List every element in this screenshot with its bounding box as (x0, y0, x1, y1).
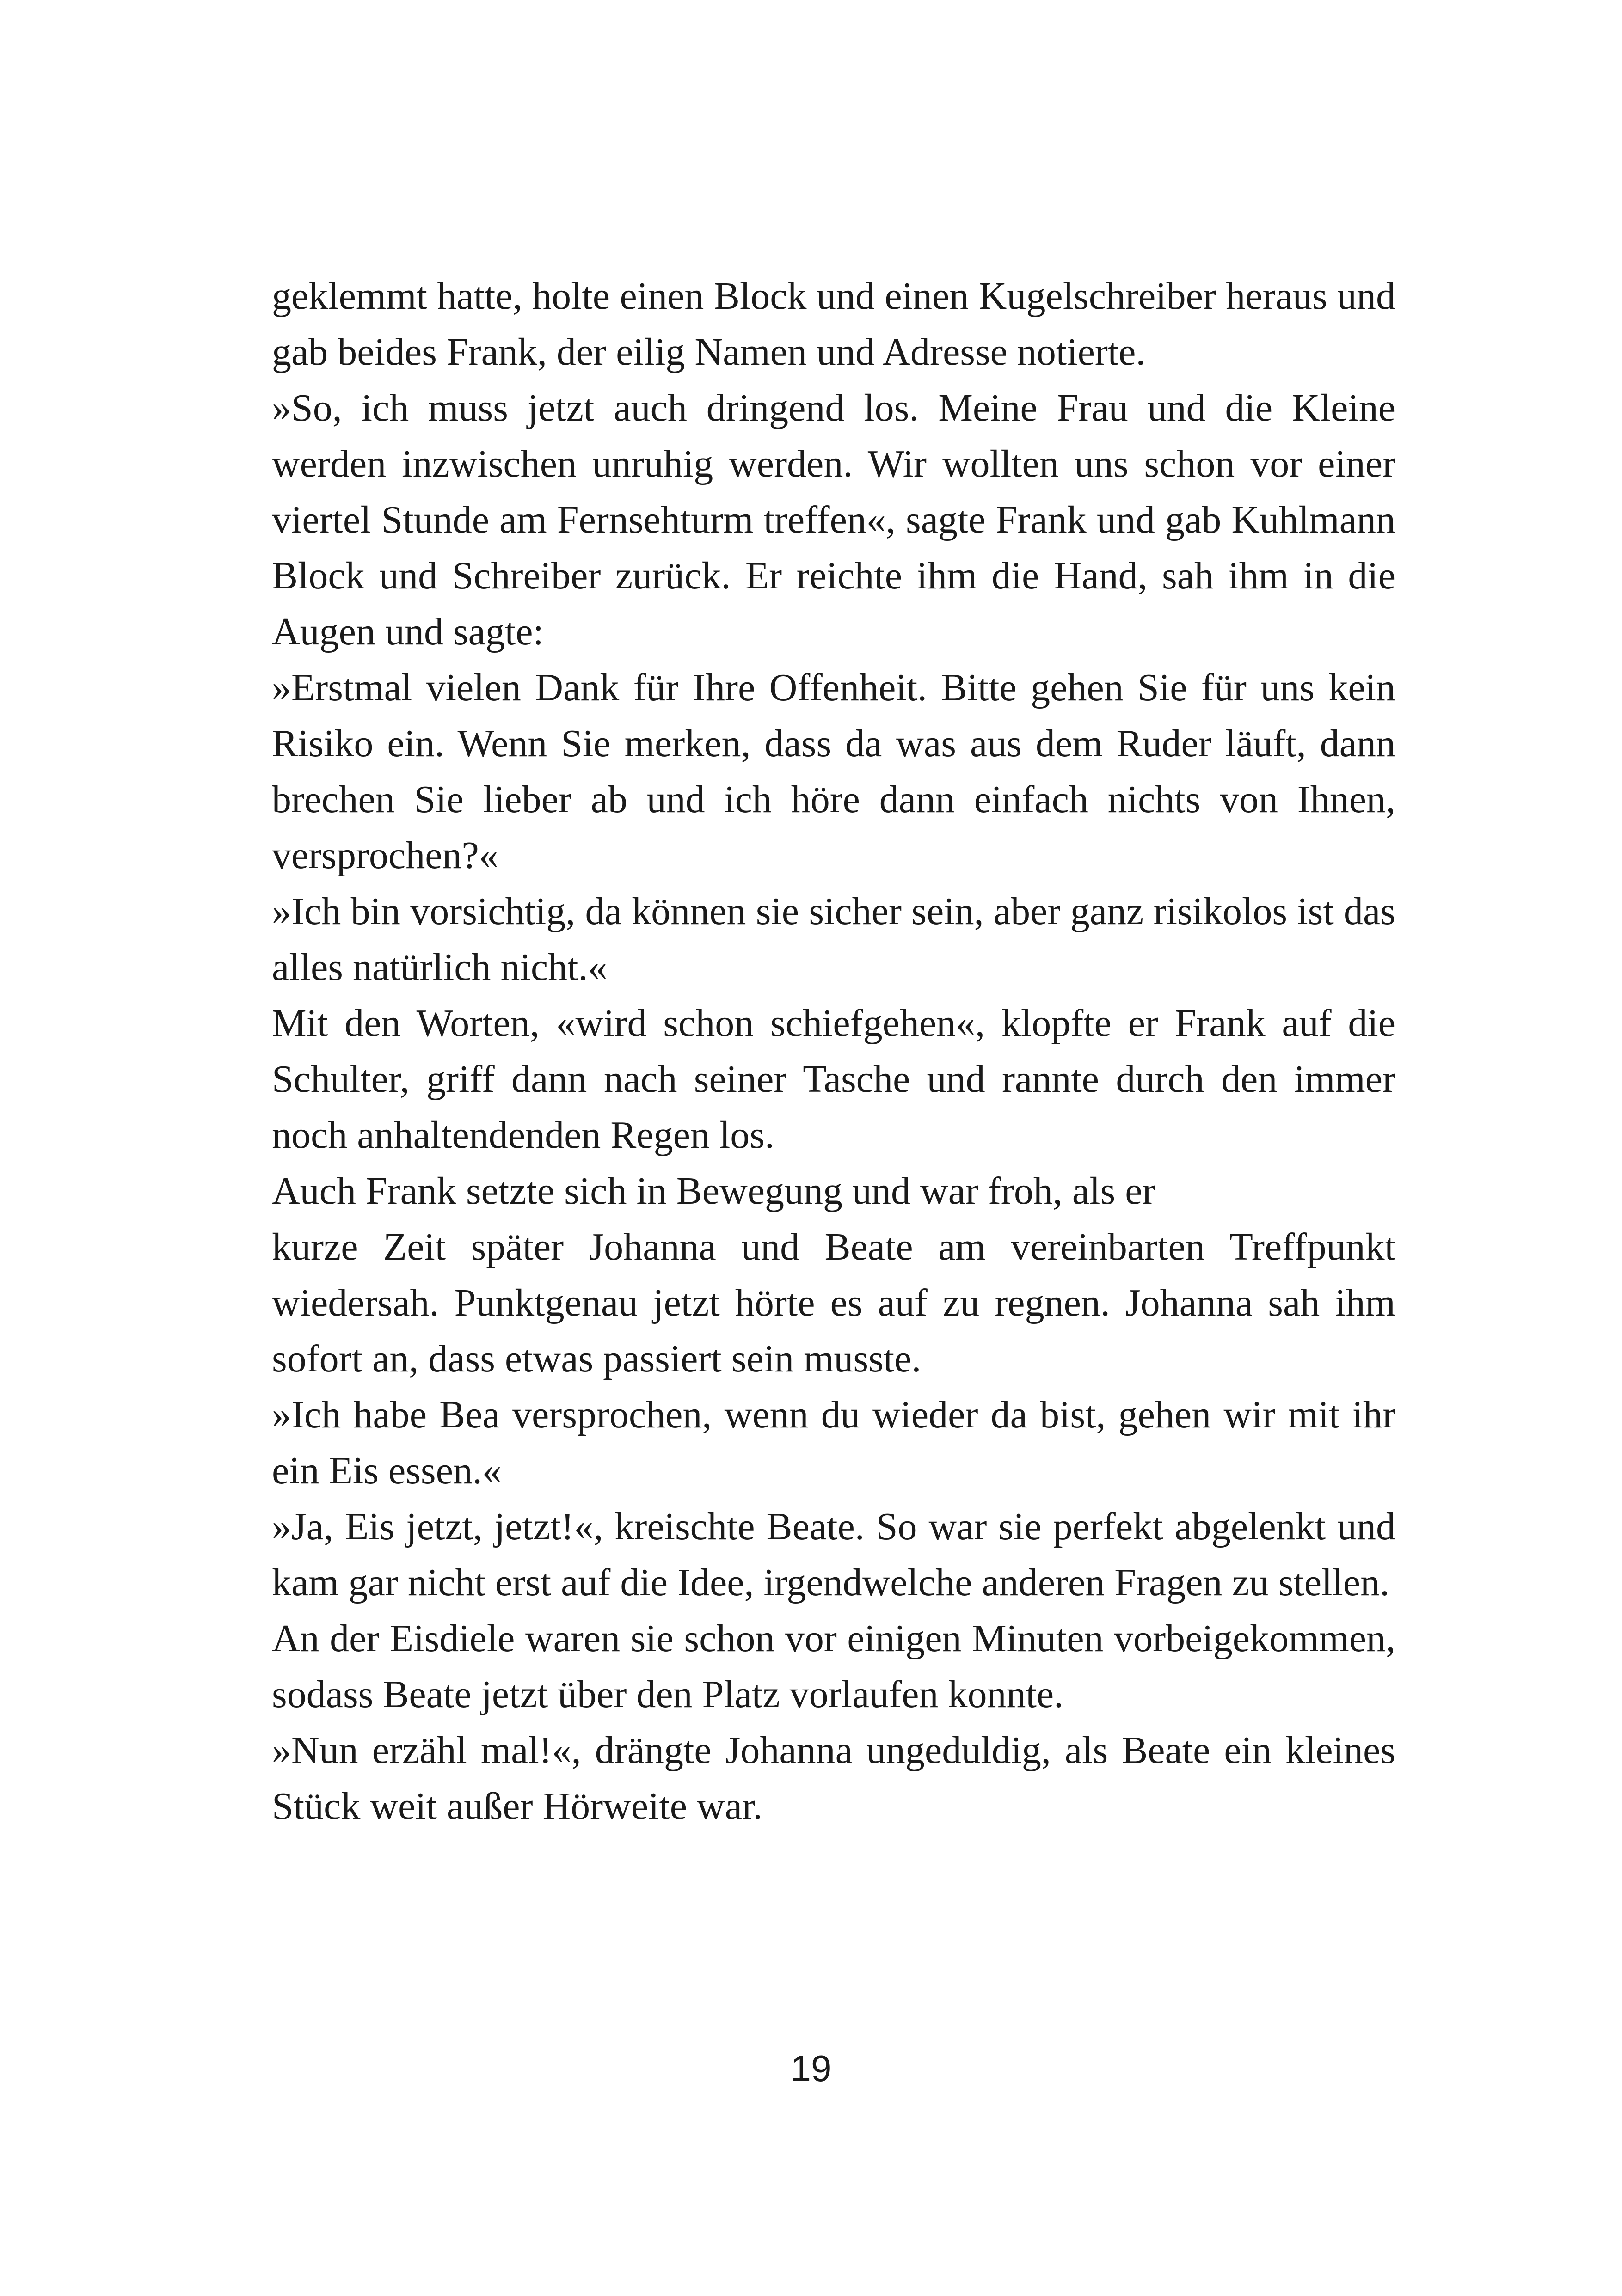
paragraph: Mit den Worten, «wird schon schiefgehen«, klopfte er Frank auf die Schulter, griff dann nach seiner Tasche und rannte durch den immer noch anhaltendenden Regen los. (272, 1002, 1395, 1157)
paragraph: »Ja, Eis jetzt, jetzt!«, kreischte Beate. So war sie perfekt abgelenkt und kam gar nicht erst auf die Idee, irgendwelche anderen Fragen zu stellen. (272, 1505, 1395, 1604)
paragraph: »So, ich muss jetzt auch dringend los. Meine Frau und die Kleine werden inzwischen unruhig werden. Wir wollten uns schon vor einer viertel Stunde am Fernsehturm treffen«, sagte Frank und gab Kuhlmann Block und Schreiber zurück. Er reichte ihm die Hand, sah ihm in die Augen und sagte: (272, 386, 1395, 653)
paragraph: »Nun erzähl mal!«, drängte Johanna ungeduldig, als Beate ein kleines Stück weit außer Hörweite war. (272, 1729, 1395, 1828)
paragraph: »Ich habe Bea versprochen, wenn du wieder da bist, gehen wir mit ihr ein Eis essen.« (272, 1393, 1395, 1492)
paragraph: geklemmt hatte, holte einen Block und einen Kugelschreiber heraus und gab beides Frank, der eilig Namen und Adresse notierte. (272, 275, 1395, 373)
paragraph: An der Eisdiele waren sie schon vor einigen Minuten vorbeigekommen, sodass Beate jetzt über den Platz vorlaufen konnte. (272, 1617, 1395, 1716)
paragraph: Auch Frank setzte sich in Bewegung und war froh, als er (272, 1169, 1155, 1212)
page-number: 19 (790, 2048, 832, 2089)
body-text (272, 268, 1395, 1834)
paragraph: »Ich bin vorsichtig, da können sie sicher sein, aber ganz risikolos ist das alles natürlich nicht.« (272, 890, 1395, 989)
paragraph: kurze Zeit später Johanna und Beate am vereinbarten Treffpunkt wiedersah. Punktgenau jetzt hörte es auf zu regnen. Johanna sah ihm sofort an, dass etwas passiert sein musste. (272, 1225, 1395, 1380)
paragraph: »Erstmal vielen Dank für Ihre Offenheit. Bitte gehen Sie für uns kein Risiko ein. Wenn Sie merken, dass da was aus dem Ruder läuft, dann brechen Sie lieber ab und ich höre dann einfach nichts von Ihnen, versprochen?« (272, 666, 1395, 877)
